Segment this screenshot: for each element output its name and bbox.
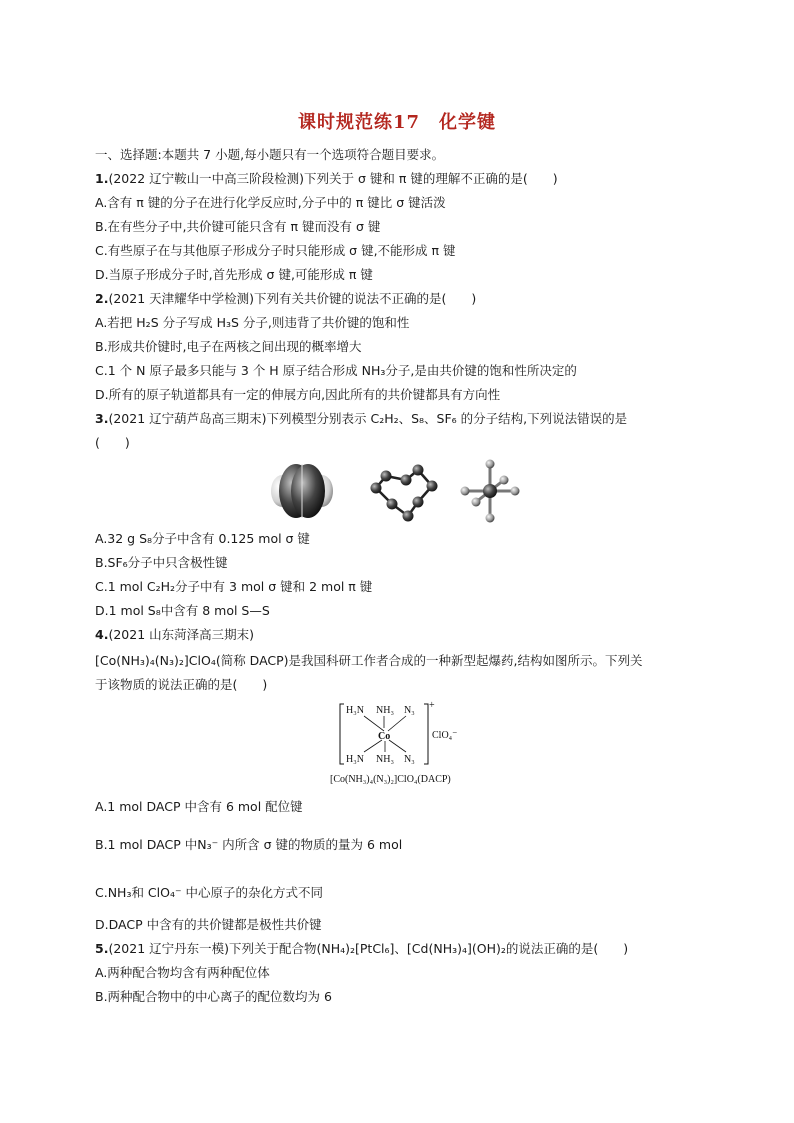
section-instruction: 一、选择题:本题共 7 小题,每小题只有一个选项符合题目要求。: [95, 147, 445, 162]
question-5-stem: [95, 940, 715, 958]
question-5-option-a: A.两种配合物均含有两种配位体: [95, 965, 270, 980]
question-1-option-d: D.当原子形成分子时,首先形成 σ 键,可能形成 π 键: [95, 267, 373, 282]
question-1-option-c: C.有些原子在与其他原子形成分子时只能形成 σ 键,不能形成 π 键: [95, 243, 456, 258]
page-title: 课时规范练17 化学键: [297, 112, 497, 133]
question-5-option-b: B.两种配合物中的中心离子的配位数均为 6: [95, 989, 332, 1004]
question-3-option-a: A.32 g S₈分子中含有 0.125 mol σ 键: [95, 531, 310, 546]
question-number: 2.: [95, 291, 109, 306]
ligand-nh3-top: NH₃: [376, 705, 394, 716]
question-2-option-c: C.1 个 N 原子最多只能与 3 个 H 原子结合形成 NH₃分子,是由共价键的饱和性所决定的: [95, 363, 577, 378]
question-number: 1.: [95, 171, 109, 186]
question-2-option-a: A.若把 H₂S 分子写成 H₃S 分子,则违背了共价键的饱和性: [95, 315, 410, 330]
counter-ion-clo4: ClO₄⁻: [432, 730, 458, 741]
question-3-stem: [95, 410, 715, 428]
ligand-h3n-top-left: H₃N: [346, 705, 364, 716]
question-4-stem-line-1: [Co(NH₃)₄(N₃)₂]ClO₄(简称 DACP)是我国科研工作者合成的一种新型起爆药,结构如图所示。下列关: [95, 653, 643, 668]
ligand-n3-bottom: N₃: [404, 754, 415, 765]
ligand-nh3-bottom: NH₃: [376, 754, 394, 765]
question-text: (2021 天津耀华中学检测)下列有关共价键的说法不正确的是( ): [108, 291, 477, 306]
question-4-option-c: C.NH₃和 ClO₄⁻ 中心原子的杂化方式不同: [95, 885, 324, 900]
question-number: 5.: [95, 941, 109, 956]
question-number: 3.: [95, 411, 109, 426]
question-1-option-b: B.在有些分子中,共价键可能只含有 π 键而没有 σ 键: [95, 219, 381, 234]
question-3-option-c: C.1 mol C₂H₂分子中有 3 mol σ 键和 2 mol π 键: [95, 579, 373, 594]
question-text: (2021 辽宁葫芦岛高三期末)下列模型分别表示 C₂H₂、S₈、SF₆ 的分子结构,下列说法错误的是: [108, 411, 628, 426]
figure-caption: [Co(NH₃)₄(N₃)₂]ClO₄(DACP): [330, 774, 451, 785]
question-number: 4.: [95, 627, 109, 642]
question-2-option-b: B.形成共价键时,电子在两核之间出现的概率增大: [95, 339, 362, 354]
question-4-option-b: B.1 mol DACP 中N₃⁻ 内所含 σ 键的物质的量为 6 mol: [95, 837, 403, 852]
question-text: (2021 辽宁丹东一模)下列关于配合物(NH₄)₂[PtCl₆]、[Cd(NH₃)₄](OH)₂的说法正确的是( ): [108, 941, 629, 956]
s8-model: [371, 465, 438, 522]
question-2-stem: [95, 290, 715, 308]
question-3-option-d: D.1 mol S₈中含有 8 mol S—S: [95, 603, 270, 618]
question-4-source: [95, 626, 715, 644]
question-4-option-d: D.DACP 中含有的共价键都是极性共价键: [95, 917, 322, 932]
ligand-h3n-bottom-left: H₃N: [346, 754, 364, 765]
question-text: (2021 山东菏泽高三期末): [108, 627, 254, 642]
question-4-option-a: A.1 mol DACP 中含有 6 mol 配位键: [95, 799, 303, 814]
question-1-option-a: A.含有 π 键的分子在进行化学反应时,分子中的 π 键比 σ 键活泼: [95, 195, 446, 210]
question-2-option-d: D.所有的原子轨道都具有一定的伸展方向,因此所有的共价键都具有方向性: [95, 387, 501, 402]
central-atom-co: Co: [378, 731, 391, 742]
charge-plus: +: [429, 700, 435, 711]
sf6-model: [461, 460, 520, 523]
c2h2-model: [271, 464, 333, 518]
question-text: (2022 辽宁鞍山一中高三阶段检测)下列关于 σ 键和 π 键的理解不正确的是( ): [108, 171, 558, 186]
question-3-answer-paren: ( ): [95, 435, 130, 450]
question-1-stem: [95, 170, 715, 188]
ligand-n3-top: N₃: [404, 705, 415, 716]
question-3-option-b: B.SF₆分子中只含极性键: [95, 555, 228, 570]
question-4-stem-line-2: 于该物质的说法正确的是( ): [95, 677, 268, 692]
molecule-models-figure: [268, 458, 528, 524]
dacp-structure-figure: [322, 700, 482, 790]
